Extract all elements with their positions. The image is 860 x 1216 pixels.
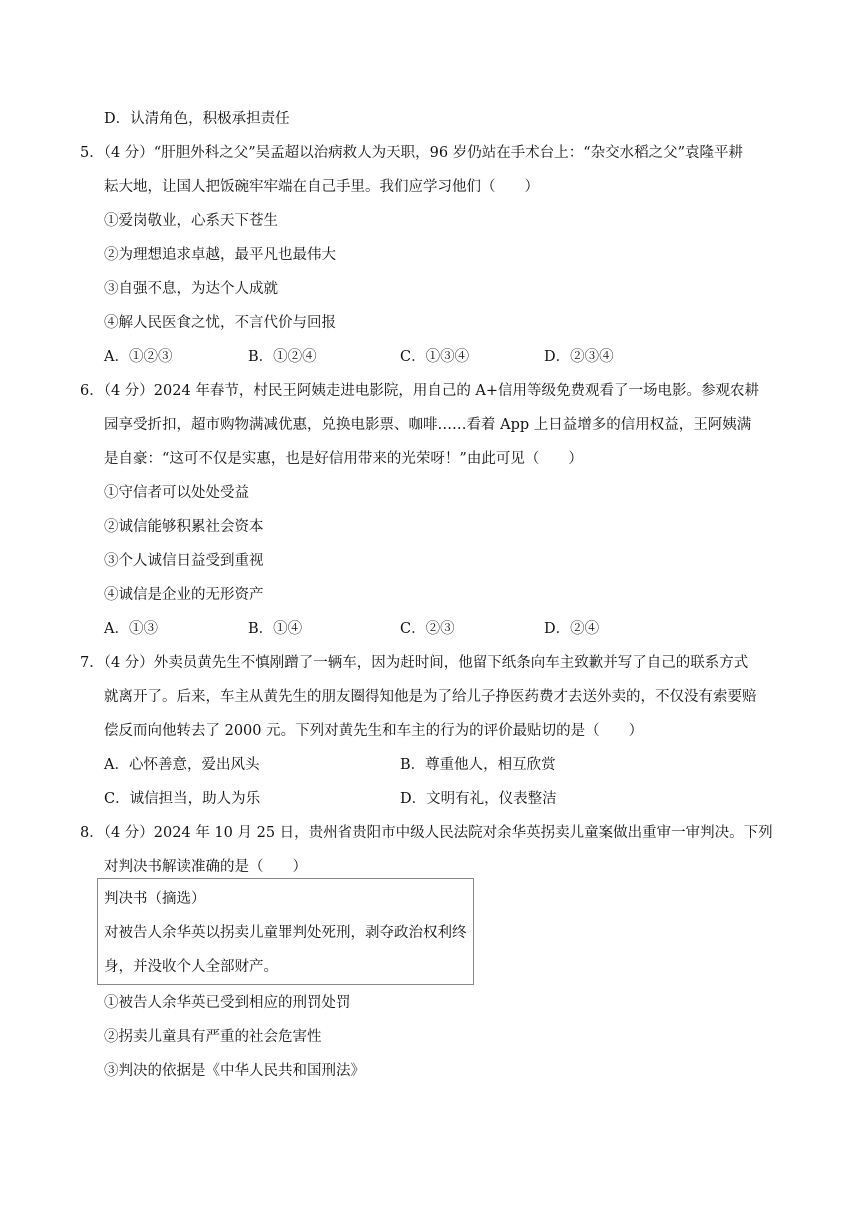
answer-option-a[interactable]: A．①③ <box>104 621 158 637</box>
statement-item: ③自强不息，为达个人成就 <box>104 281 278 297</box>
answer-option-d[interactable]: D．②④ <box>544 621 600 637</box>
answer-option-c[interactable]: C．诚信担当，助人为乐 <box>104 791 261 807</box>
prev-option-d: D．认清角色，积极承担责任 <box>104 111 290 127</box>
statement-item: ④诚信是企业的无形资产 <box>104 587 264 603</box>
answer-option-b[interactable]: B．尊重他人，相互欣赏 <box>400 757 556 773</box>
answer-option-a[interactable]: A．①②③ <box>104 349 173 365</box>
question-stem-line: 8．（4 分）2024 年 10 月 25 日，贵州省贵阳市中级人民法院对余华英拐卖儿童案做出重审一审判决。下列 <box>80 825 773 841</box>
answer-option-d[interactable]: D．文明有礼，仪表整洁 <box>400 791 557 807</box>
answer-option-d[interactable]: D．②③④ <box>544 349 614 365</box>
question-stem-line: 7．（4 分）外卖员黄先生不慎剐蹭了一辆车，因为赶时间，他留下纸条向车主致歉并写了自己的联系方式 <box>80 655 749 671</box>
answer-option-a[interactable]: A．心怀善意，爱出风头 <box>104 757 260 773</box>
statement-item: ③个人诚信日益受到重视 <box>104 553 264 569</box>
question-stem-line: 5．（4 分）“肝胆外科之父”吴孟超以治病救人为天职，96 岁仍站在手术台上：“杂交水稻之父”袁隆平耕 <box>80 145 744 161</box>
statement-item: ③判决的依据是《中华人民共和国刑法》 <box>104 1063 365 1079</box>
answer-option-c[interactable]: C．①③④ <box>400 349 470 365</box>
judgment-box-text: 对被告人余华英以拐卖儿童罪判处死刑，剥夺政治权利终 <box>104 925 467 941</box>
statement-item: ①被告人余华英已受到相应的刑罚处罚 <box>104 995 351 1011</box>
judgment-box-text: 身，并没收个人全部财产。 <box>104 959 278 975</box>
question-stem-line: 就离开了。后来，车主从黄先生的朋友圈得知他是为了给儿子挣医药费才去送外卖的，不仅没有索要赔 <box>104 689 757 705</box>
question-stem-line: 对判决书解读准确的是（ ） <box>104 859 307 875</box>
judgment-box-title: 判决书（摘选） <box>104 891 206 907</box>
statement-item: ②为理想追求卓越，最平凡也最伟大 <box>104 247 336 263</box>
answer-option-b[interactable]: B．①④ <box>248 621 303 637</box>
answer-option-c[interactable]: C．②③ <box>400 621 455 637</box>
question-stem-line: 6．（4 分）2024 年春节，村民王阿姨走进电影院，用自己的 A+信用等级免费观看了一场电影。参观农耕 <box>80 383 760 399</box>
question-stem-line: 偿反而向他转去了 2000 元。下列对黄先生和车主的行为的评价最贴切的是（ ） <box>104 723 644 739</box>
question-stem-line: 耘大地，让国人把饭碗牢牢端在自己手里。我们应学习他们（ ） <box>104 179 539 195</box>
question-stem-line: 是自豪：“这可不仅是实惠，也是好信用带来的光荣呀！”由此可见（ ） <box>104 451 583 467</box>
statement-item: ①守信者可以处处受益 <box>104 485 249 501</box>
statement-item: ②拐卖儿童具有严重的社会危害性 <box>104 1029 322 1045</box>
statement-item: ④解人民医食之忧，不言代价与回报 <box>104 315 336 331</box>
answer-option-b[interactable]: B．①②④ <box>248 349 317 365</box>
statement-item: ①爱岗敬业，心系天下苍生 <box>104 213 278 229</box>
question-stem-line: 园享受折扣，超市购物满减优惠，兑换电影票、咖啡……看着 App 上日益增多的信用权益，王阿姨满 <box>104 417 752 433</box>
statement-item: ②诚信能够积累社会资本 <box>104 519 264 535</box>
